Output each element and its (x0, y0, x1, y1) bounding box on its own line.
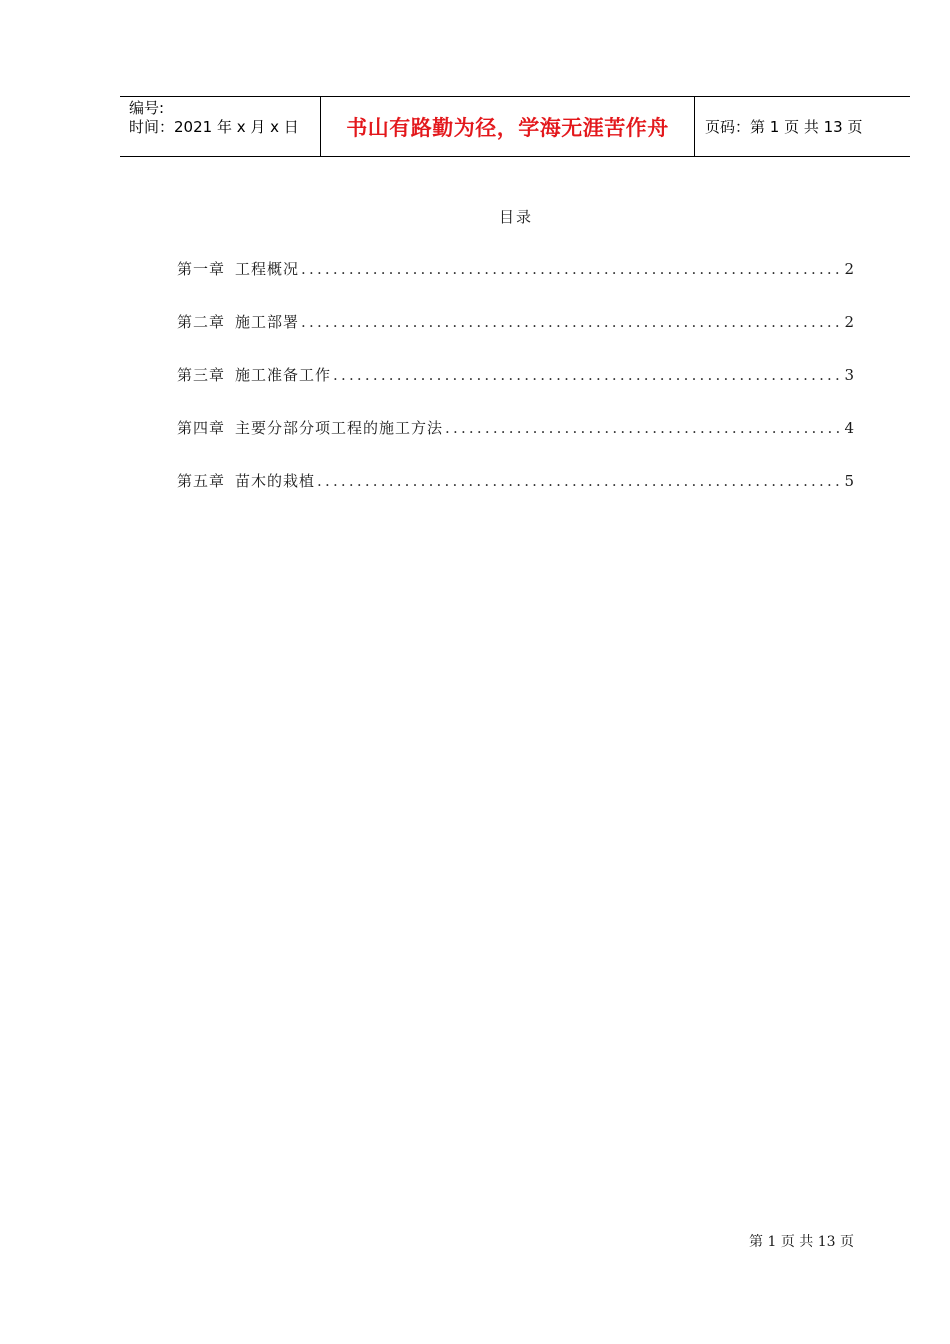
toc-page-number: 4 (844, 419, 854, 437)
table-of-contents (177, 258, 854, 523)
toc-entry[interactable] (177, 470, 854, 523)
document-number-label: 编号: (129, 99, 165, 117)
header-meta-cell (120, 97, 321, 156)
header-motto-cell (321, 97, 695, 156)
toc-leader-dots (333, 366, 842, 384)
toc-leader-dots (317, 472, 842, 490)
toc-entry[interactable] (177, 417, 854, 470)
toc-chapter-number: 第三章 (177, 366, 226, 384)
toc-entry[interactable] (177, 311, 854, 364)
toc-chapter-title: 主要分部分项工程的施工方法 (235, 419, 444, 437)
toc-chapter-title: 工程概况 (235, 260, 300, 278)
header-page-info: 页码：第 1 页 共 13 页 (705, 118, 863, 136)
header-motto: 书山有路勤为径，学海无涯苦作舟 (346, 115, 669, 140)
toc-entry[interactable] (177, 258, 854, 311)
toc-chapter-title: 苗木的栽植 (235, 472, 316, 490)
toc-leader-dots (301, 313, 842, 331)
toc-entry[interactable] (177, 364, 854, 417)
toc-chapter-number: 第五章 (177, 472, 226, 490)
toc-title: 目录 (498, 208, 533, 226)
document-date: 时间：2021 年 x 月 x 日 (129, 118, 299, 136)
toc-leader-dots (445, 419, 842, 437)
toc-page-number: 2 (844, 260, 854, 278)
page-footer: 第 1 页 共 13 页 (749, 1234, 854, 1250)
toc-page-number: 5 (844, 472, 854, 490)
toc-chapter-title: 施工准备工作 (235, 366, 332, 384)
toc-chapter-number: 第二章 (177, 313, 226, 331)
toc-chapter-number: 第四章 (177, 419, 226, 437)
document-header (120, 96, 910, 157)
toc-chapter-title: 施工部署 (235, 313, 300, 331)
toc-chapter-number: 第一章 (177, 260, 226, 278)
toc-page-number: 3 (844, 366, 854, 384)
header-page-cell (695, 97, 910, 156)
toc-page-number: 2 (844, 313, 854, 331)
toc-leader-dots (301, 260, 842, 278)
